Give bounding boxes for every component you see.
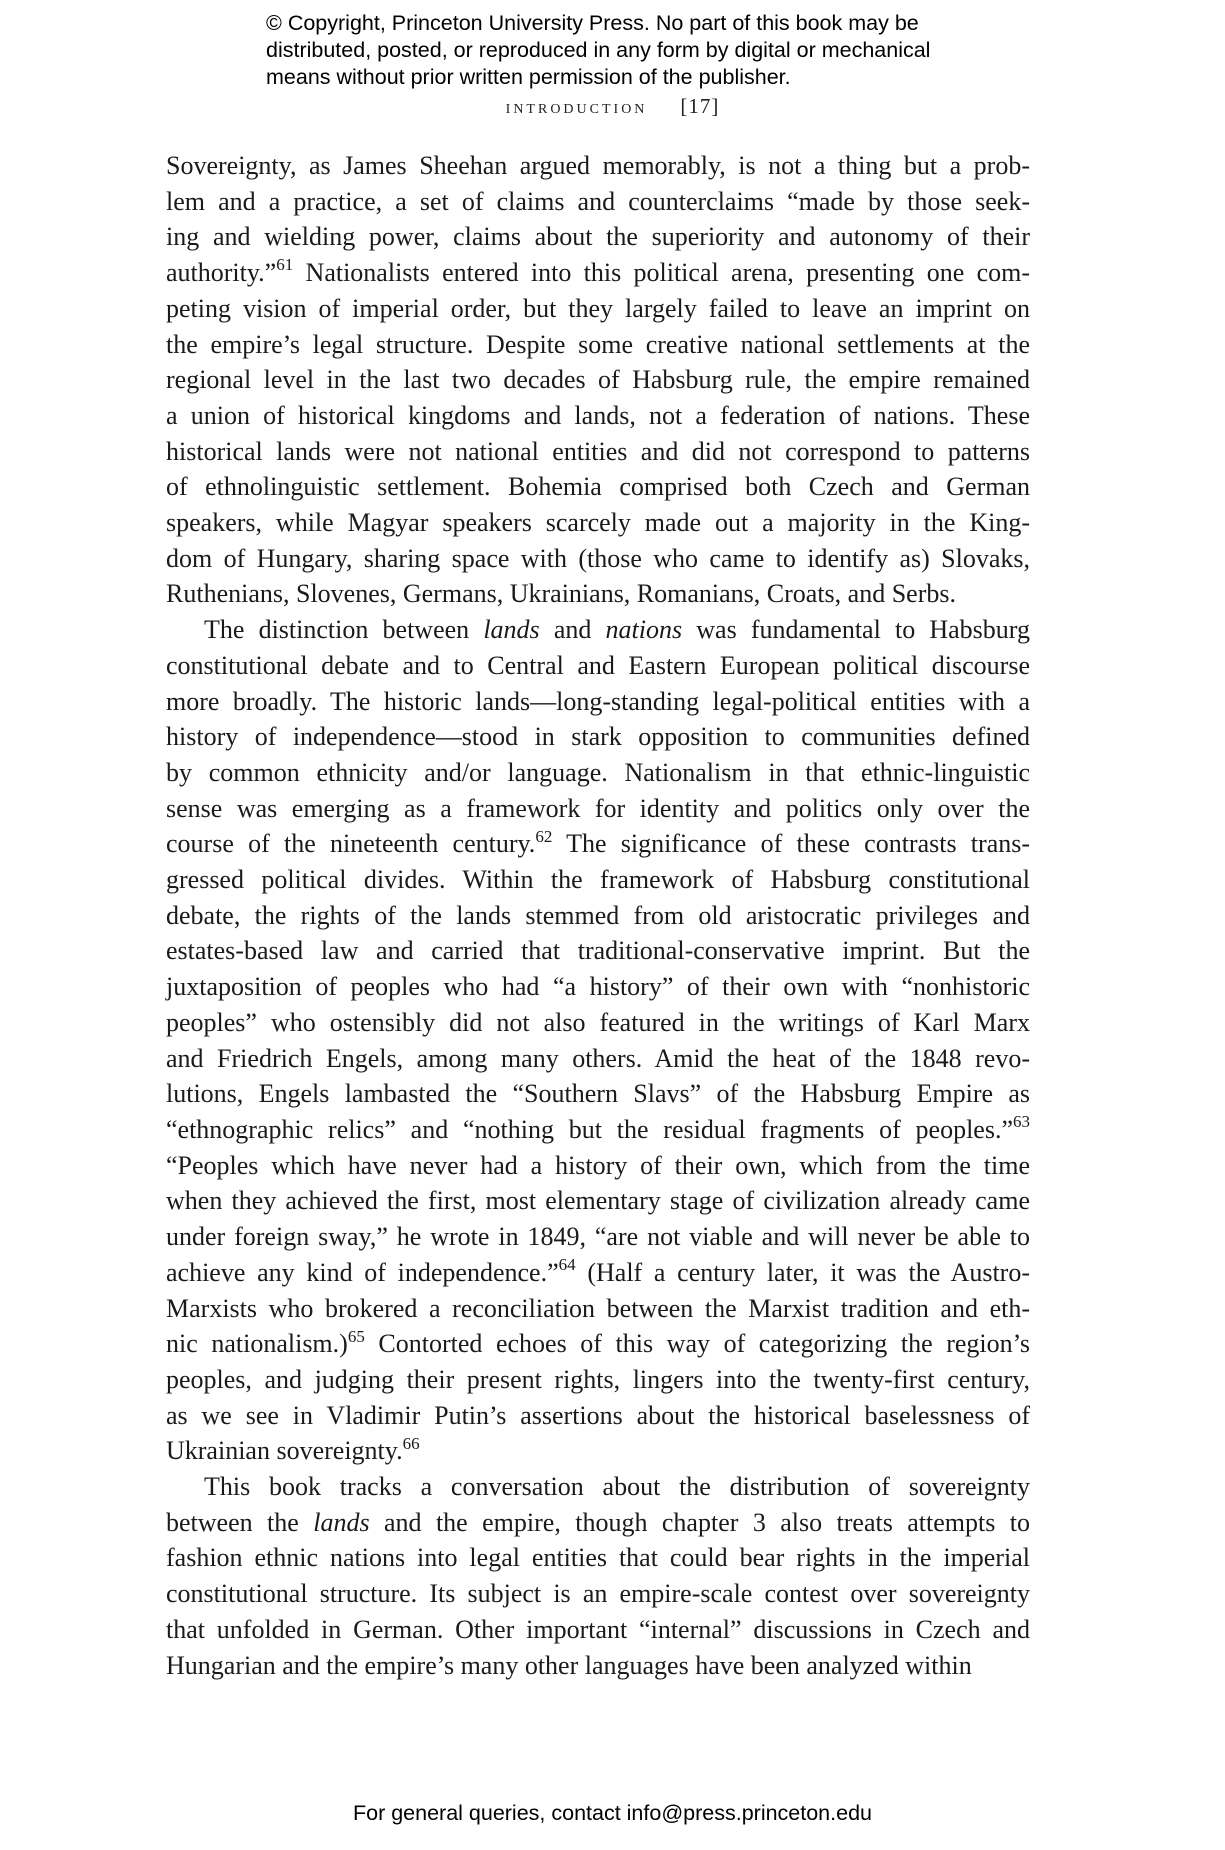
text-line [166,1112,1030,1148]
text-line: when they achieved the first, most elementary stage of civilization already came [166,1186,1030,1216]
footnote-marker: 64 [558,1255,576,1275]
text-line: Sovereignty, as James Sheehan argued memorably, is not a thing but a prob- [166,151,1030,180]
paragraph-1 [166,148,1030,612]
text-line: gressed political divides. Within the framework of Habsburg constitutional [166,865,1030,895]
text-line: history of independence—stood in stark opposition to communities defined [166,722,1030,752]
text-segment: Nationalists entered into this political arena, presenting one com- [293,258,1030,288]
section-title: introduction [505,96,648,118]
text-segment: The distinction between [204,615,484,645]
text-line [166,1433,1030,1469]
text-line: speakers, while Magyar speakers scarcely made out a majority in the King- [166,508,1030,538]
text-segment: was fundamental to Habsburg [682,615,1030,645]
text-segment: course of the nineteenth century. [166,829,536,859]
text-segment: authority.” [166,258,277,288]
text-line: that unfolded in German. Other important “internal” discussions in Czech and [166,1614,1030,1644]
text-segment: The significance of these contrasts trans- [552,829,1031,859]
text-line: under foreign sway,” he wrote in 1849, “are not viable and will never be able to [166,1222,1030,1252]
copyright-line: © Copyright, Princeton University Press. No part of this book may be [266,11,919,35]
copyright-line: distributed, posted, or reproduced in any form by digital or mechanical [266,38,931,62]
text-line: This book tracks a conversation about the distribution of sovereignty [204,1472,1030,1502]
text-segment: “ethnographic relics” and “nothing but the residual fragments of peoples.” [166,1114,1013,1144]
text-line [166,826,1030,862]
emphasis: lands [483,615,540,645]
text-line: lutions, Engels lambasted the “Southern Slavs” of the Habsburg Empire as [166,1079,1030,1109]
text-segment: (Half a century later, it was the Austro- [575,1257,1030,1287]
footnote-marker: 63 [1013,1112,1030,1132]
text-segment: between the [166,1507,314,1537]
text-line: lem and a practice, a set of claims and counterclaims “made by those seek- [166,186,1030,216]
text-line [166,255,1030,291]
text-segment: and [539,615,606,645]
text-segment: achieve any kind of independence.” [166,1257,559,1287]
text-line: “Peoples which have never had a history of their own, which from the time [166,1150,1030,1180]
text-line: sense was emerging as a framework for identity and politics only over the [166,793,1030,823]
text-line: the empire’s legal structure. Despite some creative national settlements at the [166,329,1030,359]
footnote-marker: 61 [276,255,294,275]
footer-contact: For general queries, contact info@press.princeton.edu [352,1801,872,1825]
footnote-marker: 66 [402,1433,420,1453]
text-line: peoples, and judging their present rights, lingers into the twenty-first century, [166,1364,1030,1394]
text-line: of ethnolinguistic settlement. Bohemia comprised both Czech and German [166,472,1030,502]
text-line [166,1326,1030,1362]
text-line: regional level in the last two decades of Habsburg rule, the empire remained [166,365,1030,395]
text-line: and Friedrich Engels, among many others. Amid the heat of the 1848 revo- [166,1043,1030,1073]
text-line [166,1255,1030,1291]
footnote-marker: 62 [535,826,553,846]
text-line: Ruthenians, Slovenes, Germans, Ukrainians, Romanians, Croats, and Serbs. [166,579,956,609]
paragraph-3 [166,1469,1030,1683]
running-head [0,94,1225,119]
text-line: a union of historical kingdoms and lands, not a federation of nations. These [166,400,1030,430]
text-line: peoples” who ostensibly did not also featured in the writings of Karl Marx [166,1007,1030,1037]
text-line: debate, the rights of the lands stemmed from old aristocratic privileges and [166,900,1030,930]
text-line: estates-based law and carried that traditional-conservative imprint. But the [166,936,1030,966]
text-line: constitutional debate and to Central and Eastern European political discourse [166,650,1030,680]
text-segment: Contorted echoes of this way of categorizing the region’s [364,1329,1030,1359]
emphasis: lands [313,1507,370,1537]
emphasis: nations [605,615,683,645]
text-segment: nic nationalism.) [166,1329,348,1359]
text-line: Hungarian and the empire’s many other languages have been analyzed within [166,1650,972,1680]
text-segment: Ukrainian sovereignty. [166,1436,403,1466]
text-line: fashion ethnic nations into legal entities that could bear rights in the imperial [166,1543,1030,1573]
text-line: historical lands were not national entities and did not correspond to patterns [166,436,1030,466]
text-line: more broadly. The historic lands—long-standing legal-political entities with a [166,686,1030,716]
page-number: [17] [680,94,720,118]
text-line: as we see in Vladimir Putin’s assertions about the historical baselessness of [166,1400,1030,1430]
copyright-line: means without prior written permission of the publisher. [266,65,791,89]
text-line: juxtaposition of peoples who had “a history” of their own with “nonhistoric [166,972,1030,1002]
text-line: constitutional structure. Its subject is an empire-scale contest over sovereignty [166,1579,1030,1609]
text-line: ing and wielding power, claims about the superiority and autonomy of their [166,222,1030,252]
text-line: Marxists who brokered a reconciliation between the Marxist tradition and eth- [166,1293,1030,1323]
text-line [166,612,1030,648]
copyright-notice [266,10,1026,91]
text-line: dom of Hungary, sharing space with (those who came to identify as) Slovaks, [166,543,1030,573]
text-line: peting vision of imperial order, but they largely failed to leave an imprint on [166,293,1030,323]
footnote-marker: 65 [347,1326,365,1346]
text-line [166,1505,1030,1541]
text-segment: and the empire, though chapter 3 also treats attempts to [369,1507,1031,1537]
paragraph-2 [166,612,1030,1469]
text-line: by common ethnicity and/or language. Nationalism in that ethnic-linguistic [166,757,1030,787]
body-text [166,148,1030,1683]
